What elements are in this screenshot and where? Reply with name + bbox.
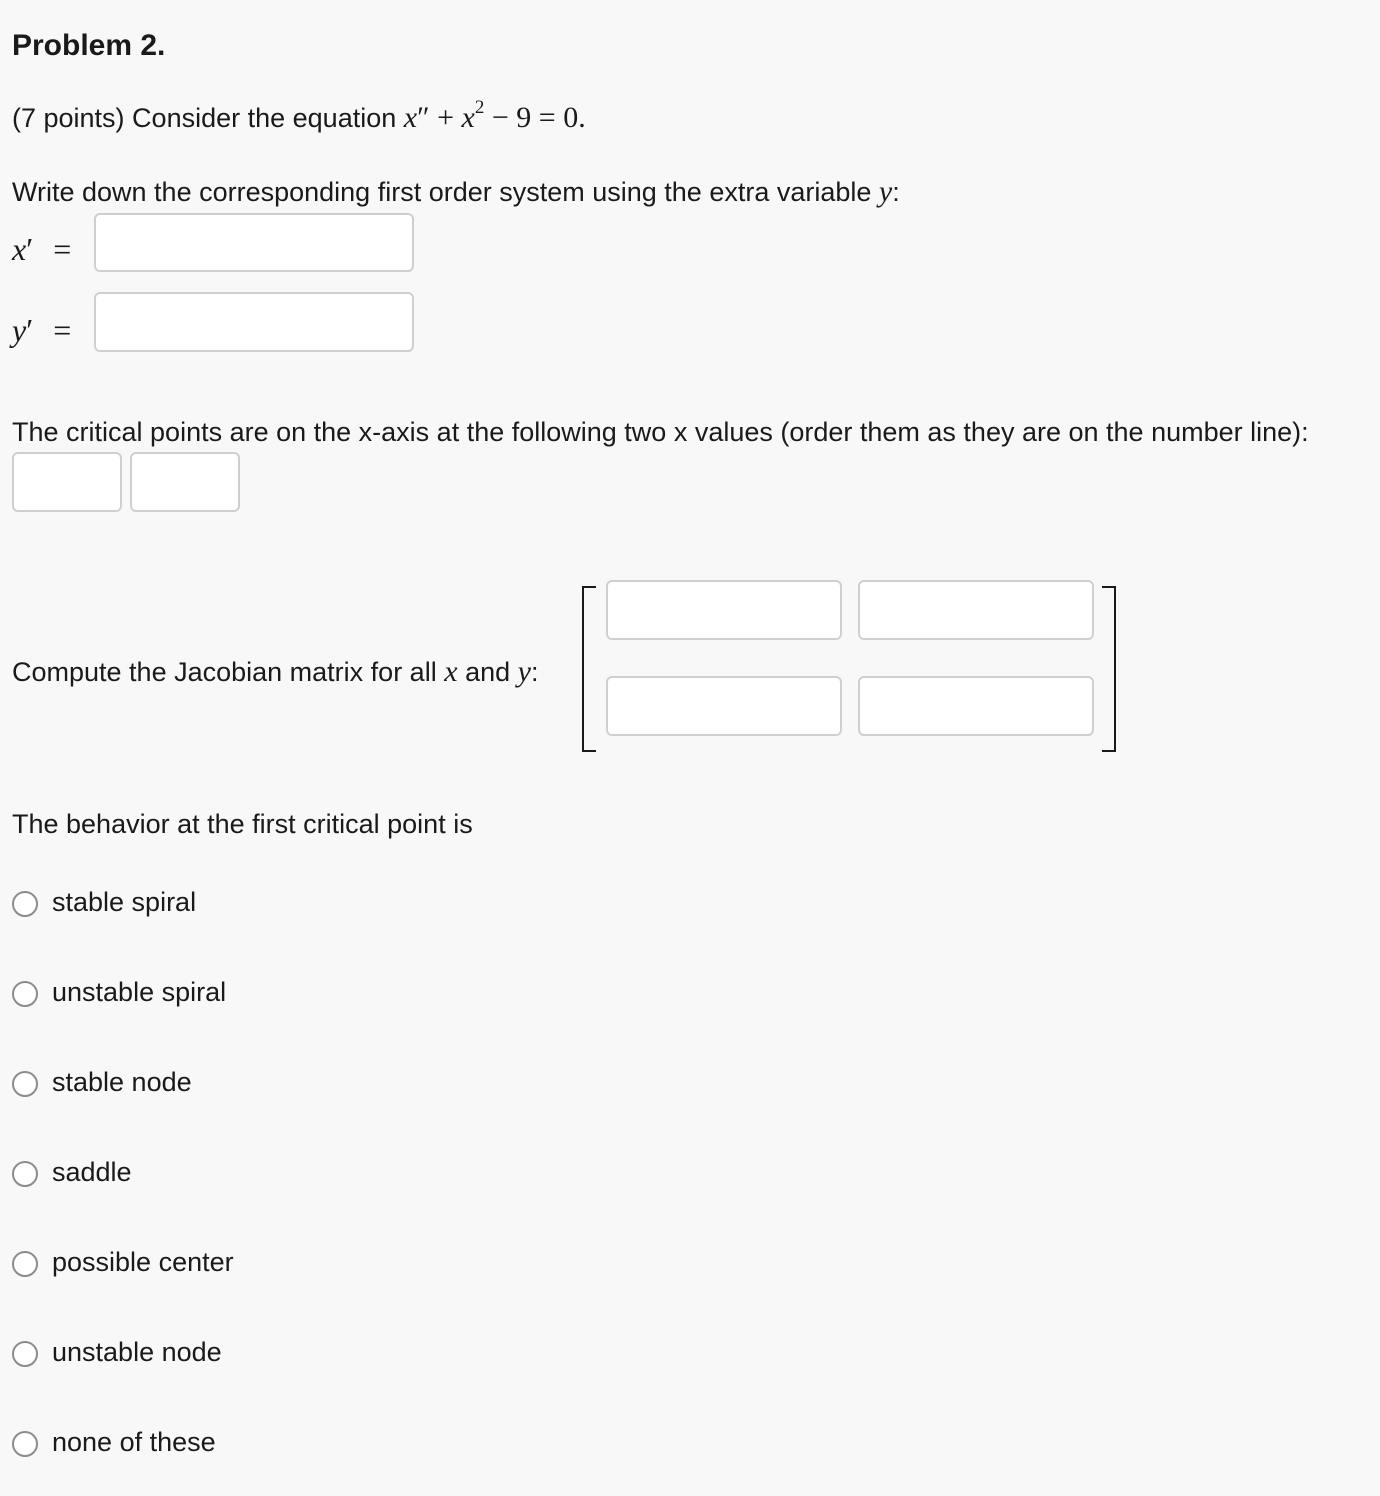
matrix-right-bracket (1102, 586, 1116, 752)
equation-prime: ″ (417, 101, 430, 134)
radio-stable-spiral[interactable] (12, 891, 38, 917)
x-prime-label (12, 229, 71, 269)
jacobian-cell-2-2[interactable] (858, 676, 1094, 736)
option-unstable-node[interactable]: unstable node (52, 1337, 222, 1367)
jacobian-label-start: Compute the Jacobian matrix for all (12, 657, 437, 687)
equation-exponent: 2 (474, 97, 485, 118)
option-saddle[interactable]: saddle (52, 1157, 132, 1187)
problem-intro: (7 points) Consider the equation (12, 103, 397, 133)
radio-stable-node[interactable] (12, 1071, 38, 1097)
jacobian-cell-1-1[interactable] (606, 580, 842, 640)
jacobian-var-y: y (517, 655, 531, 688)
matrix-left-bracket (582, 586, 596, 752)
y-prime-mark: ′ (26, 312, 34, 348)
jacobian-and: and (465, 657, 511, 687)
equation-var-x: x (403, 101, 418, 134)
problem-title: Problem 2. (12, 29, 166, 62)
equation-rest: − 9 = 0. (491, 101, 586, 134)
option-none-of-these[interactable]: none of these (52, 1427, 216, 1457)
critical-point-2-input[interactable] (130, 452, 240, 512)
y-prime-equals: = (53, 312, 72, 348)
y-prime-input[interactable] (94, 292, 414, 352)
system-extra-variable: y (878, 175, 893, 208)
x-prime-input[interactable] (94, 213, 414, 272)
equation-var-x2: x (461, 101, 475, 134)
jacobian-cell-2-1[interactable] (606, 676, 842, 736)
y-prime-label (12, 310, 71, 350)
jacobian-var-x: x (444, 655, 458, 688)
problem-statement (12, 94, 586, 136)
option-unstable-spiral[interactable]: unstable spiral (52, 977, 227, 1007)
radio-unstable-node[interactable] (12, 1341, 38, 1367)
system-instruction: Write down the corresponding first order system using the extra variable (12, 177, 872, 207)
system-colon: : (892, 177, 900, 207)
equation-plus: + (437, 101, 455, 134)
system-instruction-line (12, 174, 900, 210)
option-stable-node[interactable]: stable node (52, 1067, 192, 1097)
critical-points-instruction: The critical points are on the x-axis at the following two x values (order them as they are on the number line): (12, 417, 1309, 447)
behavior-question: The behavior at the first critical point is (12, 809, 473, 839)
option-possible-center[interactable]: possible center (52, 1247, 234, 1277)
option-stable-spiral[interactable]: stable spiral (52, 887, 197, 917)
critical-point-1-input[interactable] (12, 452, 122, 512)
x-prime-mark: ′ (26, 231, 34, 267)
jacobian-cell-1-2[interactable] (858, 580, 1094, 640)
x-prime-var: x (12, 231, 27, 267)
jacobian-label (12, 654, 538, 690)
y-prime-var: y (12, 312, 27, 348)
radio-saddle[interactable] (12, 1161, 38, 1187)
radio-none-of-these[interactable] (12, 1431, 38, 1457)
jacobian-colon: : (530, 657, 539, 687)
radio-unstable-spiral[interactable] (12, 981, 38, 1007)
radio-possible-center[interactable] (12, 1251, 38, 1277)
x-prime-equals: = (53, 231, 72, 267)
